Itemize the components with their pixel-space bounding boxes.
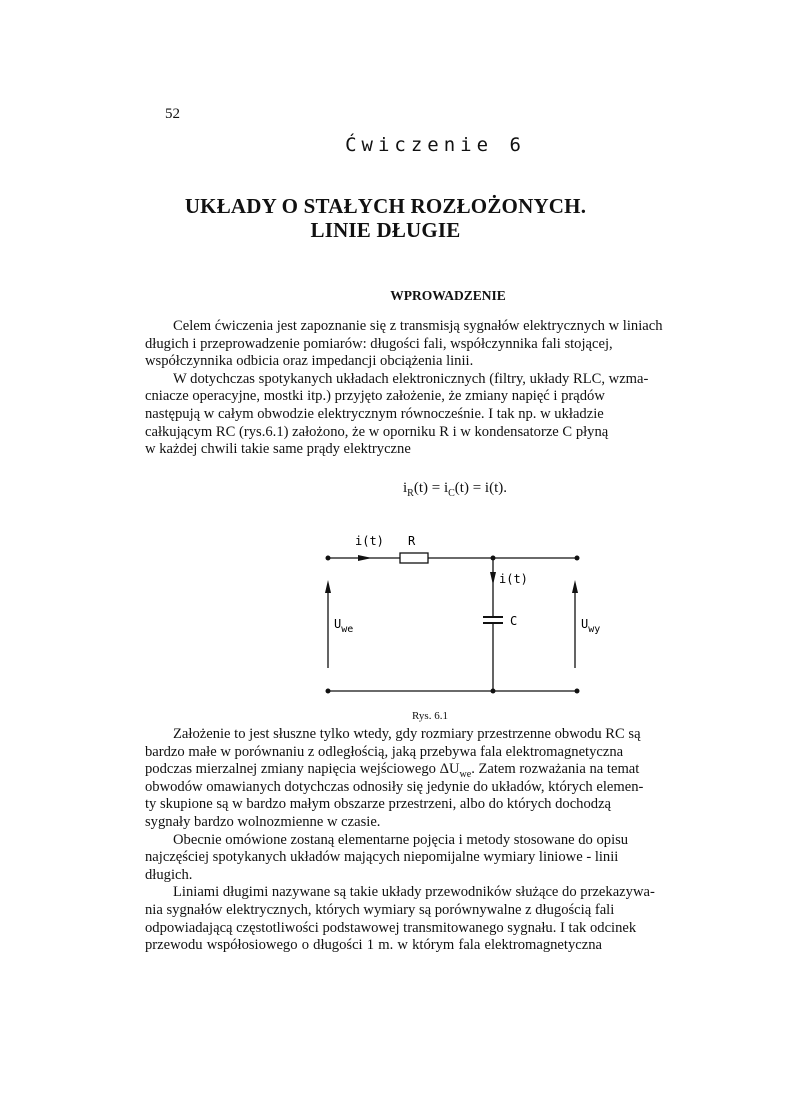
text-line: bardzo małe w porównaniu z odległością, jaką przebywa fala elektromagnetyczna bbox=[145, 743, 624, 760]
text-line: odpowiadającą częstotliwości podstawowej transmitowanego sygnału. I tak odcinek bbox=[145, 919, 637, 936]
capacitor-label: C bbox=[510, 614, 518, 628]
output-voltage-label: $U_{wy}$ bbox=[581, 617, 601, 635]
text-line: Założenie to jest słuszne tylko wtedy, gdy rozmiary przestrzenne obwodu RC są bbox=[173, 726, 641, 742]
text-line: ty skupione są w bardzo małym obszarze przestrzeni, albo do których dochodzą bbox=[145, 796, 612, 813]
output-voltage-arrow-icon bbox=[572, 580, 578, 593]
text-line: podczas mierzalnej zmiany napięcia wejściowego $\Delta U_{we}$. Zatem rozważania na temat bbox=[145, 761, 640, 781]
chapter-title-line-2: LINIE DŁUGIE bbox=[310, 218, 461, 242]
text-line: nia sygnałów elektrycznych, których wymiary są porównywalne z długością fali bbox=[145, 901, 615, 918]
figure-caption: Rys. 6.1 bbox=[412, 710, 448, 722]
section-heading: WPROWADZENIE bbox=[390, 288, 506, 303]
text-line: obwodów omawianych dotychczas odnosiły się jedynie do układów, których elemen- bbox=[145, 778, 644, 795]
text-line: następują w całym obwodzie elektrycznym równocześnie. I tak np. w układzie bbox=[145, 405, 604, 422]
text-line: całkującym RC (rys.6.1) założono, że w oporniku R i w kondensatorze C płyną bbox=[145, 423, 609, 440]
current-arrow-icon bbox=[358, 555, 372, 561]
paragraph-body bbox=[145, 726, 655, 955]
text-line: długich. bbox=[145, 866, 193, 883]
text-line: Liniami długimi nazywane są takie układy przewodników służące do przekazywa- bbox=[173, 884, 655, 901]
text-line: sygnały bardzo wolnozmienne w czasie. bbox=[145, 813, 381, 830]
input-voltage-arrow-icon bbox=[325, 580, 331, 593]
input-voltage-label: $U_{we}$ bbox=[334, 617, 354, 635]
branch-current-arrow-icon bbox=[490, 572, 496, 585]
equation: $i_R(t) = i_C(t) = i(t)$. bbox=[402, 480, 507, 499]
text-line: Celem ćwiczenia jest zapoznanie się z transmisją sygnałów elektrycznych w liniach bbox=[173, 318, 663, 334]
text-line: przewodu współosiowego o długości 1 m. w którym fala elektromagnetyczna bbox=[145, 937, 602, 954]
text-line: Obecnie omówione zostaną elementarne pojęcia i metody stosowane do opisu bbox=[173, 831, 629, 848]
text-line: cniacze operacyjne, mostki itp.) przyjęto założenie, że zmiany napięć i prądów bbox=[145, 388, 605, 405]
chapter-title-line-1: UKŁADY O STAŁYCH ROZŁOŻONYCH. bbox=[184, 194, 587, 218]
text-line: współczynnika odbicia oraz impedancji obciążenia linii. bbox=[145, 353, 474, 370]
text-line: najczęściej spotykanych układów mających niepomijalne wymiary liniowe - linii bbox=[145, 849, 619, 866]
exercise-heading: Ćwiczenie 6 bbox=[345, 134, 526, 156]
current-label: i(t) bbox=[355, 534, 384, 548]
branch-current-label: i(t) bbox=[499, 572, 528, 586]
text-line: długich i przeprowadzenie pomiarów: długości fali, współczynnika fali stojącej, bbox=[145, 335, 613, 352]
page-number: 52 bbox=[165, 106, 180, 122]
text-line: W dotychczas spotykanych układach elektronicznych (filtry, układy RLC, wzma- bbox=[173, 370, 649, 387]
text-line: w każdej chwili takie same prądy elektryczne bbox=[145, 441, 411, 458]
resistor-label: R bbox=[408, 534, 416, 548]
resistor-symbol bbox=[400, 553, 428, 563]
